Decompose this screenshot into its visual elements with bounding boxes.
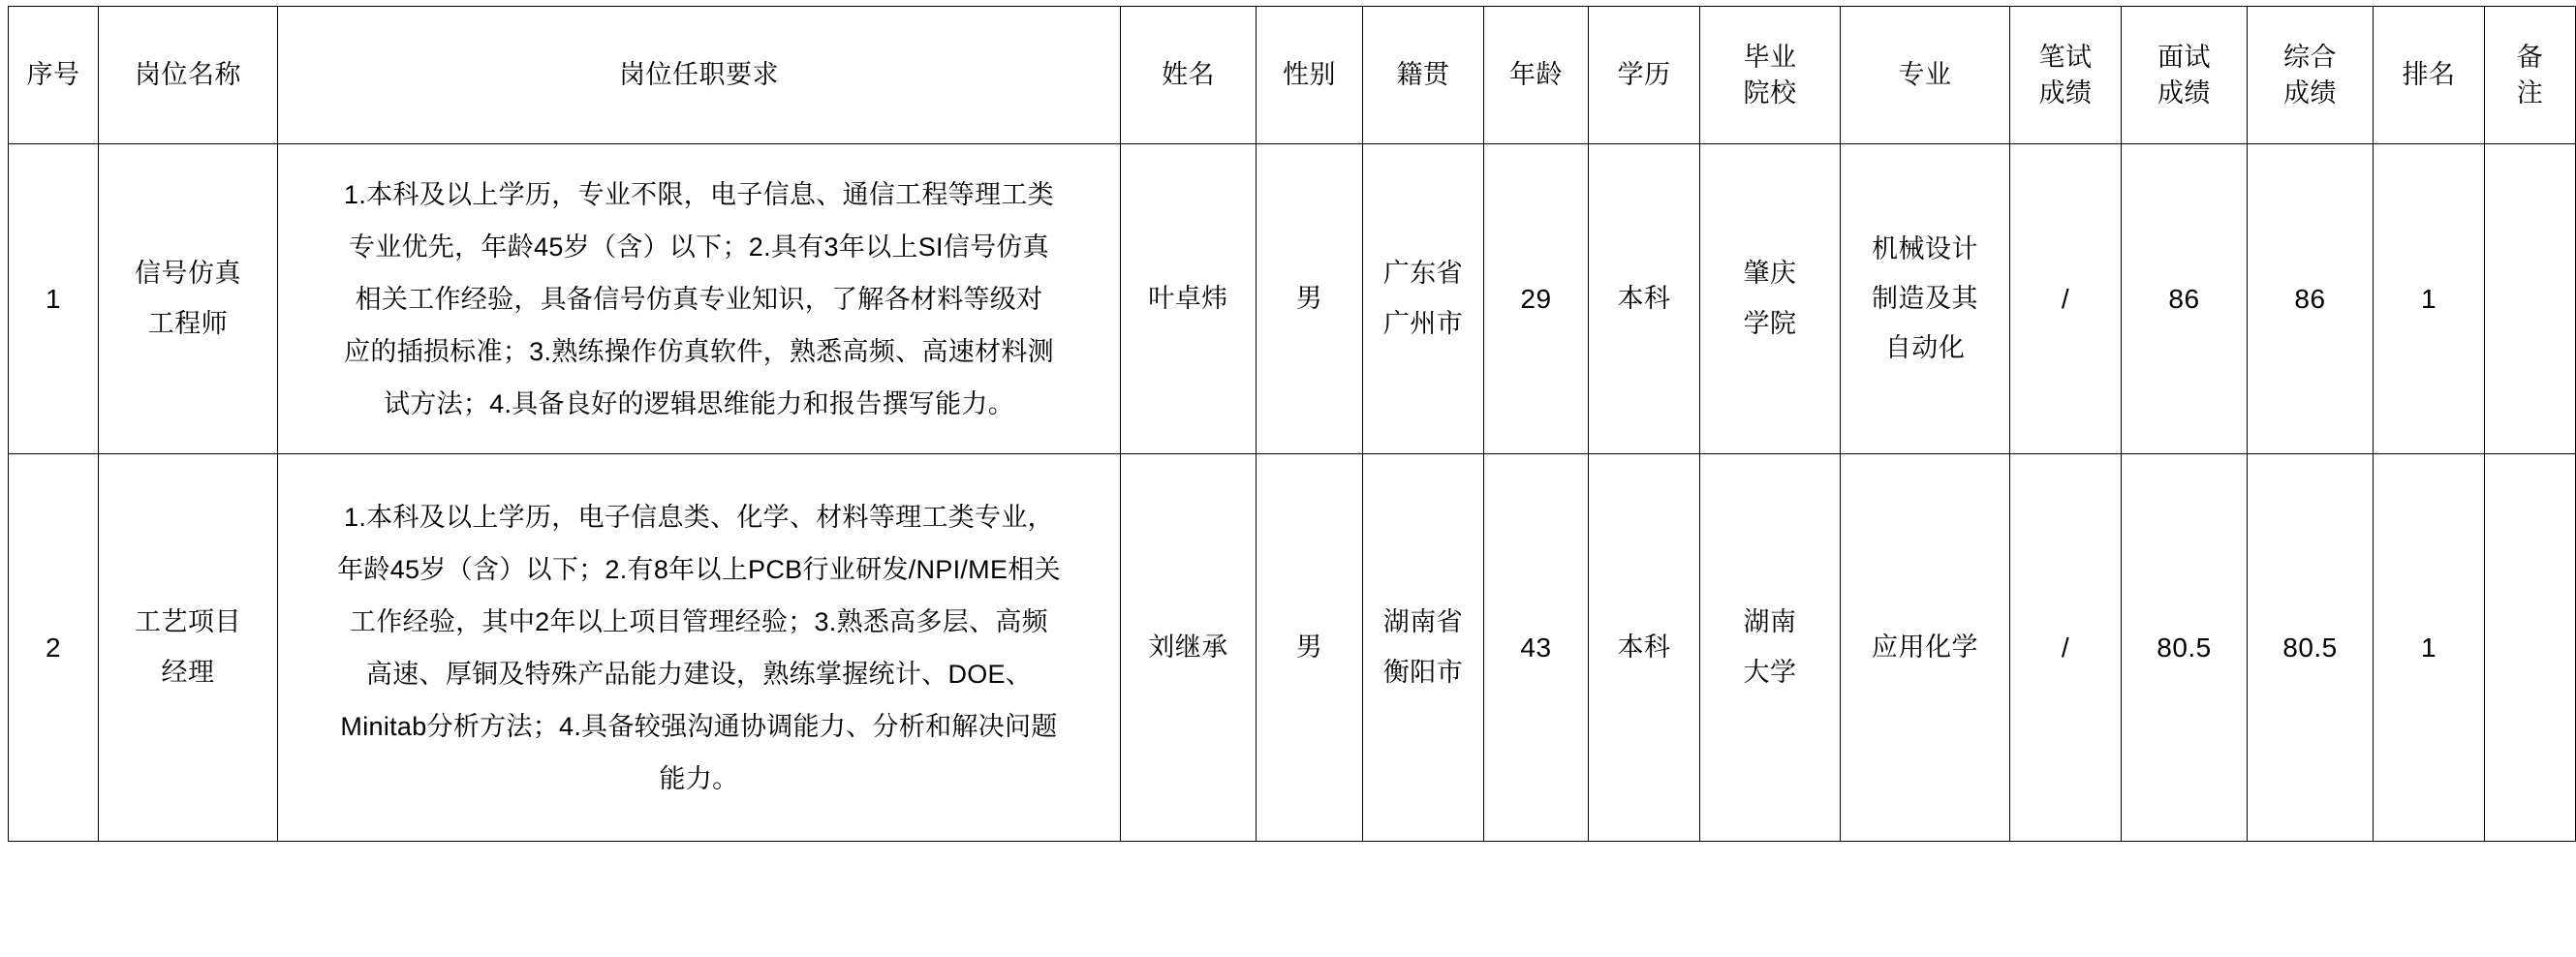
header-line: 专业 [1898,60,1952,90]
header-line: 成绩 [2283,77,2337,108]
cell-line: 自动化 [1884,333,1966,363]
column-header-school [1700,7,1841,144]
cell-requirements [278,454,1121,842]
cell-education: 本科 [1589,454,1700,842]
header-line: 排名 [2402,60,2456,90]
cell-total-score: 80.5 [2248,454,2374,842]
requirement-line: 1.本科及以上学历，专业不限，电子信息、通信工程等理工类 [344,179,1054,209]
cell-seq: 1 [9,144,99,454]
cell-rank: 1 [2374,454,2485,842]
table-row [9,144,2576,454]
column-header-gender [1257,7,1363,144]
cell-line: 工程师 [147,308,229,338]
column-header-interview-score [2122,7,2248,144]
cell-line: 制造及其 [1872,283,1978,313]
table-header-row [9,7,2576,144]
cell-rank: 1 [2374,144,2485,454]
recruitment-results-table [8,6,2576,842]
cell-school [1700,454,1841,842]
cell-major [1841,144,2010,454]
cell-line: 广州市 [1382,308,1464,338]
cell-total-score: 86 [2248,144,2374,454]
column-header-name [1121,7,1257,144]
column-header-post [99,7,278,144]
cell-line: 机械设计 [1872,233,1978,263]
cell-line: 学院 [1743,308,1797,338]
cell-name: 刘继承 [1121,454,1257,842]
cell-major [1841,454,2010,842]
header-line: 籍贯 [1396,60,1450,90]
requirement-line: Minitab分析方法；4.具备较强沟通协调能力、分析和解决问题 [340,711,1058,741]
cell-line: 湖南 [1743,607,1797,637]
cell-gender: 男 [1257,454,1363,842]
column-header-native-place [1363,7,1484,144]
column-header-seq [9,7,99,144]
column-header-major [1841,7,2010,144]
header-line: 综合 [2283,43,2337,73]
cell-native-place [1363,454,1484,842]
header-line: 姓名 [1162,60,1215,90]
cell-line: 信号仿真 [135,259,241,289]
column-header-total-score [2248,7,2374,144]
header-line: 年龄 [1509,60,1563,90]
column-header-rank [2374,7,2485,144]
requirement-line: 专业优先，年龄45岁（含）以下；2.具有3年以上SI信号仿真 [348,232,1050,262]
header-line: 序号 [26,60,80,90]
cell-school [1700,144,1841,454]
requirement-line: 能力。 [659,763,739,793]
cell-written-score: / [2010,454,2122,842]
header-line: 面试 [2157,43,2211,73]
requirement-line: 工作经验，其中2年以上项目管理经验；3.熟悉高多层、高频 [350,606,1048,636]
cell-interview-score: 86 [2122,144,2248,454]
cell-native-place [1363,144,1484,454]
column-header-requirements [278,7,1121,144]
table-row [9,454,2576,842]
header-line: 成绩 [2157,77,2211,108]
header-line: 注 [2516,77,2544,108]
cell-name: 叶卓炜 [1121,144,1257,454]
requirement-line: 应的插损标准；3.熟练操作仿真软件，熟悉高频、高速材料测 [344,336,1054,366]
header-line: 岗位名称 [135,60,241,90]
header-line: 笔试 [2038,43,2093,73]
column-header-remark [2485,7,2576,144]
cell-education: 本科 [1589,144,1700,454]
requirement-line: 相关工作经验，具备信号仿真专业知识，了解各材料等级对 [355,284,1043,314]
cell-seq: 2 [9,454,99,842]
header-line: 性别 [1283,60,1336,90]
cell-age: 43 [1484,454,1589,842]
cell-line: 湖南省 [1382,607,1464,637]
requirement-line: 试方法；4.具备良好的逻辑思维能力和报告撰写能力。 [383,388,1015,418]
header-line: 学历 [1617,60,1671,90]
cell-line: 衡阳市 [1382,657,1464,687]
cell-line: 应用化学 [1872,632,1978,662]
cell-line: 大学 [1743,657,1797,687]
header-line: 备 [2516,43,2544,73]
cell-remark [2485,144,2576,454]
column-header-education [1589,7,1700,144]
requirement-line: 年龄45岁（含）以下；2.有8年以上PCB行业研发/NPI/ME相关 [337,554,1061,584]
cell-gender: 男 [1257,144,1363,454]
header-line: 院校 [1743,77,1797,108]
header-line: 成绩 [2038,77,2093,108]
column-header-age [1484,7,1589,144]
cell-post [99,454,278,842]
cell-age: 29 [1484,144,1589,454]
cell-line: 肇庆 [1743,259,1797,289]
cell-interview-score: 80.5 [2122,454,2248,842]
header-line: 毕业 [1743,43,1797,73]
cell-line: 经理 [161,657,215,687]
cell-remark [2485,454,2576,842]
requirement-line: 1.本科及以上学历，电子信息类、化学、材料等理工类专业， [344,502,1054,532]
cell-post [99,144,278,454]
requirement-line: 高速、厚铜及特殊产品能力建设，熟练掌握统计、DOE、 [365,659,1033,689]
cell-line: 广东省 [1382,259,1464,289]
cell-written-score: / [2010,144,2122,454]
cell-line: 工艺项目 [135,607,241,637]
header-line: 岗位任职要求 [619,60,779,90]
cell-requirements [278,144,1121,454]
column-header-written-score [2010,7,2122,144]
